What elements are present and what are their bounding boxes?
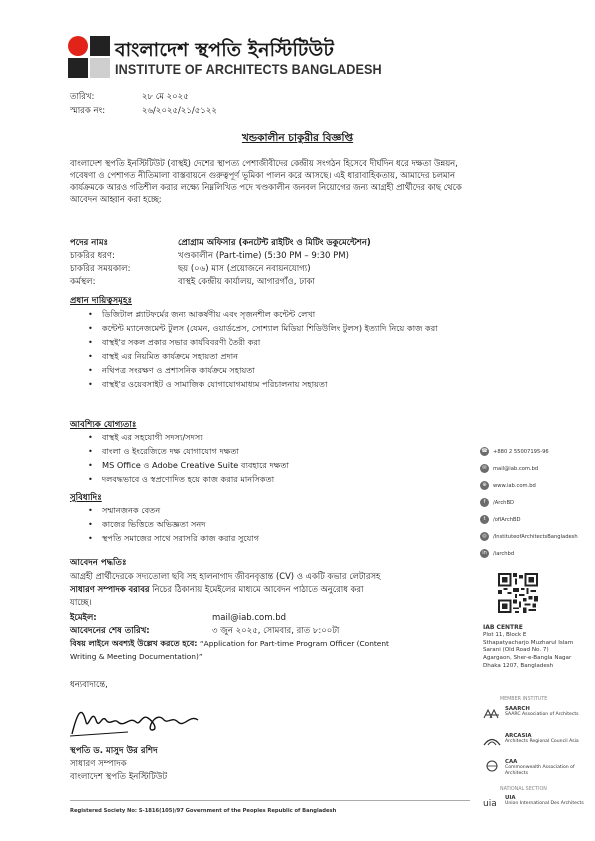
post-label: পদের নামঃ [70, 238, 109, 248]
footer-registration: Registered Society No: S-1816(105)/97 Government of the Peoples Republic of Bangladesh [70, 808, 337, 814]
location-row [70, 275, 315, 289]
type-row [70, 249, 349, 263]
list-item: • বাস্থই এর নিয়মিত কার্যক্রমে সহায়তা প্রদান [84, 351, 444, 362]
apply-text-2-rest: নিচের ঠিকানায় ইমেইলের মাধ্যমে আবেদন পাঠাতে অনুরোধ করা [149, 584, 364, 594]
membership-sub: Commonwealth Association of Architects [505, 765, 575, 776]
deadline-value: ৩ জুন ২০২৫, সোমবার, রাত ৮:০০টা [212, 626, 340, 636]
membership-name: SAARCH [505, 706, 530, 712]
svg-text:uia: uia [483, 799, 497, 808]
list-item: • বাস্থই'র ওয়েবসাইট ও সামাজিক যোগাযোগমাধ্যম পরিচালনায় সহায়তা [84, 379, 444, 390]
intro-paragraph: বাংলাদেশ স্থপতি ইনস্টিটিউট (বাস্থই) দেশের স্থাপত্য পেশাজীবীদের কেন্দ্রীয় সংগঠন হিসেবে দীর্ঘদিন ধরে দক্ষতা উন্নয়ন, গবেষণা ও পেশাগত নীতিমালা বাস্তবায়নে গুরুত্বপূর্ণ ভূমিকা পালন করে আসছে। এই ধারাবাহিকতায়, আমাদের চলমান কার্যক্রমকে আরও গতিশীল করার লক্ষ্যে নিম্নলিখিত পদে খণ্ডকালীন জনবল নিয়োগের জন্য আগ্রহী প্রার্থীদের কাছ থেকে আবেদন আহ্বান করা হচ্ছে: [70, 158, 462, 204]
linkedin-icon: in [480, 549, 489, 558]
org-name-english: INSTITUTE OF ARCHITECTS BANGLADESH [115, 62, 382, 77]
contact-text: /ArchBD [493, 499, 515, 506]
list-item: • দলবদ্ধভাবে ও স্বপ্রণোদিত হয়ে কাজ করার মানসিকতা [84, 474, 444, 485]
location-value: বাস্থই কেন্দ্রীয় কার্যালয়, আগারগাঁও, ঢাকা [178, 277, 315, 287]
contact-item[interactable] [480, 515, 521, 524]
reference-value: ২৬/২০২৫/২১/৫১২২ [142, 106, 217, 116]
list-item: • MS Office ও Adobe Creative Suite ব্যবহারে দক্ষতা [84, 460, 444, 471]
iab-centre-address [483, 624, 573, 671]
signatory-role: সাধারণ সম্পাদক [70, 759, 127, 769]
contact-item[interactable] [480, 532, 578, 541]
list-item: • নথিপত্র সংরক্ষণ ও প্রশাসনিক কার্যক্রমে সহায়তা [84, 365, 444, 376]
date-value: ২৮ মে ২০২৫ [142, 92, 189, 102]
iab-logo-mark [68, 36, 110, 78]
membership-name: CAA [505, 759, 518, 765]
reference-label: স্মারক নং: [70, 106, 106, 116]
email-value[interactable]: mail@iab.com.bd [212, 613, 287, 623]
benefits-heading: সুবিধাদিঃ [70, 493, 102, 503]
reference-line [70, 104, 217, 118]
date-label: তারিখ: [70, 92, 95, 102]
membership-sub: Union International Des Architects [505, 801, 584, 807]
membership-name: UIA [505, 795, 516, 801]
saarch-logo-icon [483, 707, 501, 719]
membership-name: ARCASIA [505, 733, 532, 739]
signatory-org: বাংলাদেশ স্থপতি ইনস্টিটিউট [70, 772, 168, 782]
address-line: Sthapatyacharjo Muzharul Islam [483, 639, 574, 646]
arcasia-logo-icon [483, 734, 501, 746]
apply-text-2-bold: সাধারণ সম্পাদক বরাবর [70, 584, 150, 594]
email-row [70, 611, 286, 625]
phone-icon: ☎ [481, 448, 488, 454]
web-icon: ⊕ [480, 481, 489, 490]
member-institute-heading: MEMBER INSTITUTE [500, 697, 548, 702]
qr-code-icon [498, 573, 538, 613]
list-item: • ডিজিটাল প্ল্যাটফর্মের জন্য আকর্ষণীয় এবং সৃজনশীল কন্টেন্ট লেখা [84, 309, 444, 320]
benefits-list [84, 505, 444, 547]
email-label: ইমেইল: [70, 613, 97, 623]
requirements-heading: আবশ্যিক যোগ্যতাঃ [70, 420, 137, 430]
post-value: প্রোগ্রাম অফিসার (কনটেন্ট রাইটিং ও মিটিং ডকুমেন্টেশন) [178, 238, 371, 248]
membership-saarch [483, 707, 579, 719]
notice-title: খন্ডকালীন চাকুরীর বিজ্ঞপ্তি [241, 132, 354, 144]
deadline-label: আবেদনের শেষ তারিখ: [70, 626, 150, 636]
membership-arcasia [483, 734, 579, 746]
apply-text-3: যাচ্ছে। [70, 597, 92, 607]
responsibilities-list [84, 309, 444, 393]
closing-text: ধন্যবাদান্তে, [70, 679, 108, 689]
list-item: • বাস্থই'র সকল প্রকার সভার কার্যবিবরণী তৈরী করা [84, 337, 444, 348]
membership-caa [483, 760, 595, 776]
address-line: Sarani (Old Road No. 7) [483, 647, 549, 654]
address-line: Agargaon, Sher-e-Bangla Nagar [483, 655, 572, 662]
duration-value: ছয় (০৬) মাস (প্রয়োজনে নবায়নযোগ্য) [178, 264, 311, 274]
contact-item[interactable] [480, 481, 536, 490]
uia-logo-icon [483, 796, 501, 808]
contact-text: +880 2 55007195-96 [493, 448, 549, 455]
subject-label: বিষয় লাইনে অবশ্যই উল্লেখ করতে হবে: [70, 639, 198, 648]
type-label: চাকরির ধরণ: [70, 251, 115, 261]
signatory-name: স্থপতি ড. মাসুদ উর রশিদ [70, 746, 158, 756]
duration-row [70, 262, 311, 276]
contact-text: /InstituteofArchitectsBangladesh [493, 533, 578, 540]
instagram-icon: ◎ [480, 532, 489, 541]
membership-sub: Architects Regional Council Asia [505, 739, 579, 745]
list-item: • কাজের ভিত্তিতে অভিজ্ঞতা সনদ [84, 519, 444, 530]
subject-value-2: Writing & Meeting Documentation)” [70, 652, 203, 661]
iab-centre-heading: IAB CENTRE [483, 624, 523, 631]
subject-row [70, 638, 389, 651]
apply-text-2 [70, 583, 363, 597]
responsibilities-heading: প্রধান দায়িত্বসমূহঃ [70, 296, 133, 306]
signature-image [68, 700, 218, 740]
requirements-list [84, 432, 444, 488]
membership-uia [483, 796, 584, 808]
national-section-heading: NATIONAL SECTION [500, 787, 547, 792]
deadline-row [70, 624, 339, 638]
list-item: • বাংলা ও ইংরেজিতে দক্ষ যোগাযোগ দক্ষতা [84, 446, 444, 457]
membership-sub: SAARC Association of Architects [505, 712, 579, 718]
org-name-bangla: বাংলাদেশ স্থপতি ইনস্টিটিউট [115, 39, 335, 61]
contact-text: /iarchbd [493, 550, 515, 557]
address-line: Plot 11, Block E [483, 631, 527, 638]
facebook-icon: f [480, 498, 489, 507]
footer-divider [70, 800, 470, 801]
post-row [70, 236, 371, 250]
location-label: কর্মস্থল: [70, 277, 96, 287]
mail-icon: ✉ [480, 464, 489, 473]
list-item: • সম্মানজনক বেতন [84, 505, 444, 516]
list-item: • কন্টেন্ট ম্যানেজমেন্ট টুলস (যেমন, ওয়ার্ডপ্রেস, সোশ্যাল মিডিয়া শিডিউলিং টুলস) ইত্যাদি নিয়ে কাজ করা [84, 323, 444, 334]
address-line: Dhaka 1207, Bangladesh [483, 662, 554, 669]
twitter-icon: t [480, 515, 489, 524]
subject-value-1: “Application for Part-time Program Officer (Content [197, 639, 389, 648]
type-value: খণ্ডকালীন (Part-time) (5:30 PM – 9:30 PM) [178, 251, 349, 261]
contact-text: mail@iab.com.bd [493, 465, 539, 472]
apply-heading: আবেদন পদ্ধতিঃ [70, 558, 127, 568]
apply-text-1: আগ্রহী প্রার্থীদেরকে সদ্যতোলা ছবি সহ হালনাগাদ জীবনবৃত্তান্ত (CV) ও একটি কভার লেটারসহ [70, 571, 381, 581]
duration-label: চাকরির সময়কাল: [70, 264, 131, 274]
list-item: • স্থপতি সমাজের সাথে সরাসরি কাজ করার সুযোগ [84, 533, 444, 544]
contact-item[interactable] [480, 498, 514, 507]
list-item: • বাস্থই এর সহযোগী সদস্য/সদস্য [84, 432, 444, 443]
contact-item[interactable] [480, 447, 549, 456]
date-line [70, 90, 189, 104]
contact-item[interactable] [480, 464, 538, 473]
contact-text: /ofIArchBD [493, 516, 521, 523]
caa-logo-icon [483, 760, 501, 772]
contact-text: www.iab.com.bd [493, 482, 536, 489]
contact-item[interactable] [480, 549, 514, 558]
